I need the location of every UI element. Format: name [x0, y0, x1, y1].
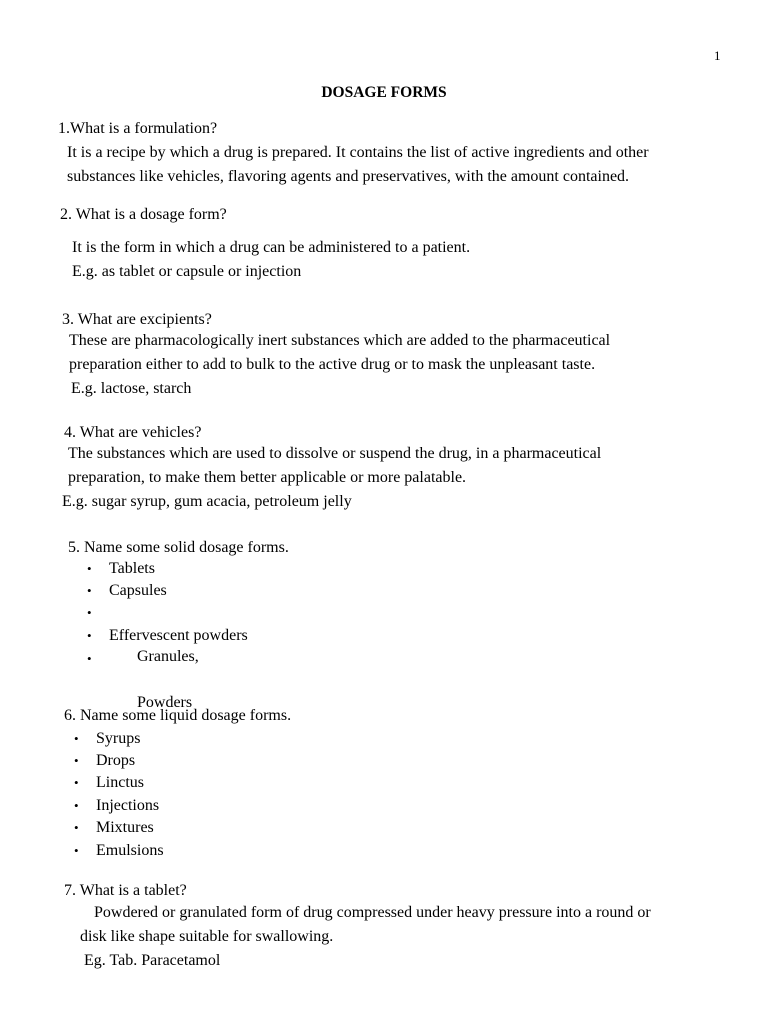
answer-3-line-1: These are pharmacologically inert substances which are added to the pharmaceutical [69, 332, 611, 349]
list-item-label: Effervescent powders [109, 627, 248, 644]
answer-4-line-3: E.g. sugar syrup, gum acacia, petroleum jelly [62, 493, 352, 510]
bullet-icon: • [74, 731, 79, 746]
question-2: 2. What is a dosage form? [60, 206, 227, 223]
bullet-icon: • [87, 605, 92, 620]
question-7: 7. What is a tablet? [64, 882, 187, 899]
bullet-icon: • [87, 628, 92, 643]
list-item [74, 772, 144, 794]
bullet-icon: • [74, 753, 79, 768]
list-item [87, 558, 155, 580]
answer-2-line-1: It is the form in which a drug can be administered to a patient. [72, 239, 471, 256]
page-title: DOSAGE FORMS [321, 84, 447, 101]
answer-7-line-3: Eg. Tab. Paracetamol [84, 952, 221, 969]
list-item [87, 580, 167, 602]
list-item-label: Mixtures [96, 819, 154, 836]
answer-1-line-2: substances like vehicles, flavoring agents and preservatives, with the amount contained. [67, 168, 630, 185]
list-item [74, 728, 141, 750]
list-item-label: Linctus [96, 774, 144, 791]
bullet-icon: • [87, 651, 92, 666]
list-item-label: Emulsions [96, 842, 164, 859]
list-item-label: Injections [96, 797, 160, 814]
bullet-icon: • [87, 561, 92, 576]
list-item-label: Drops [96, 752, 136, 769]
answer-1-line-1: It is a recipe by which a drug is prepared. It contains the list of active ingredients and other [67, 144, 649, 161]
answer-7-line-1: Powdered or granulated form of drug compressed under heavy pressure into a round or [94, 904, 651, 921]
question-1: 1.What is a formulation? [58, 120, 218, 137]
bullet-icon: • [74, 820, 79, 835]
list-item [87, 625, 248, 647]
question-6: 6. Name some liquid dosage forms. [64, 707, 292, 724]
answer-3-line-2: preparation either to add to bulk to the active drug or to mask the unpleasant taste. [69, 356, 596, 373]
answer-7-line-2: disk like shape suitable for swallowing. [80, 928, 334, 945]
list-item [74, 840, 164, 862]
list-item [74, 795, 160, 817]
answer-3-line-3: E.g. lactose, starch [71, 380, 192, 397]
page-number: 1 [714, 48, 721, 63]
bullet-icon: • [74, 798, 79, 813]
list-item [74, 750, 136, 772]
bullet-icon: • [74, 843, 79, 858]
question-3: 3. What are excipients? [62, 311, 212, 328]
question-4: 4. What are vehicles? [64, 424, 202, 441]
answer-2-line-2: E.g. as tablet or capsule or injection [72, 263, 302, 280]
list-item-label: Granules, [133, 648, 199, 665]
bullet-icon: • [87, 583, 92, 598]
bullet-icon: • [74, 775, 79, 790]
list-item-label: Syrups [96, 730, 141, 747]
answer-4-line-1: The substances which are used to dissolve or suspend the drug, in a pharmaceutical [68, 445, 602, 462]
question-5: 5. Name some solid dosage forms. [68, 539, 289, 556]
list-item-label: Powders [133, 694, 193, 711]
list-item-label: Capsules [109, 582, 167, 599]
answer-4-line-2: preparation, to make them better applicable or more palatable. [68, 469, 467, 486]
list-item-label: Tablets [109, 560, 155, 577]
list-item [74, 817, 154, 839]
